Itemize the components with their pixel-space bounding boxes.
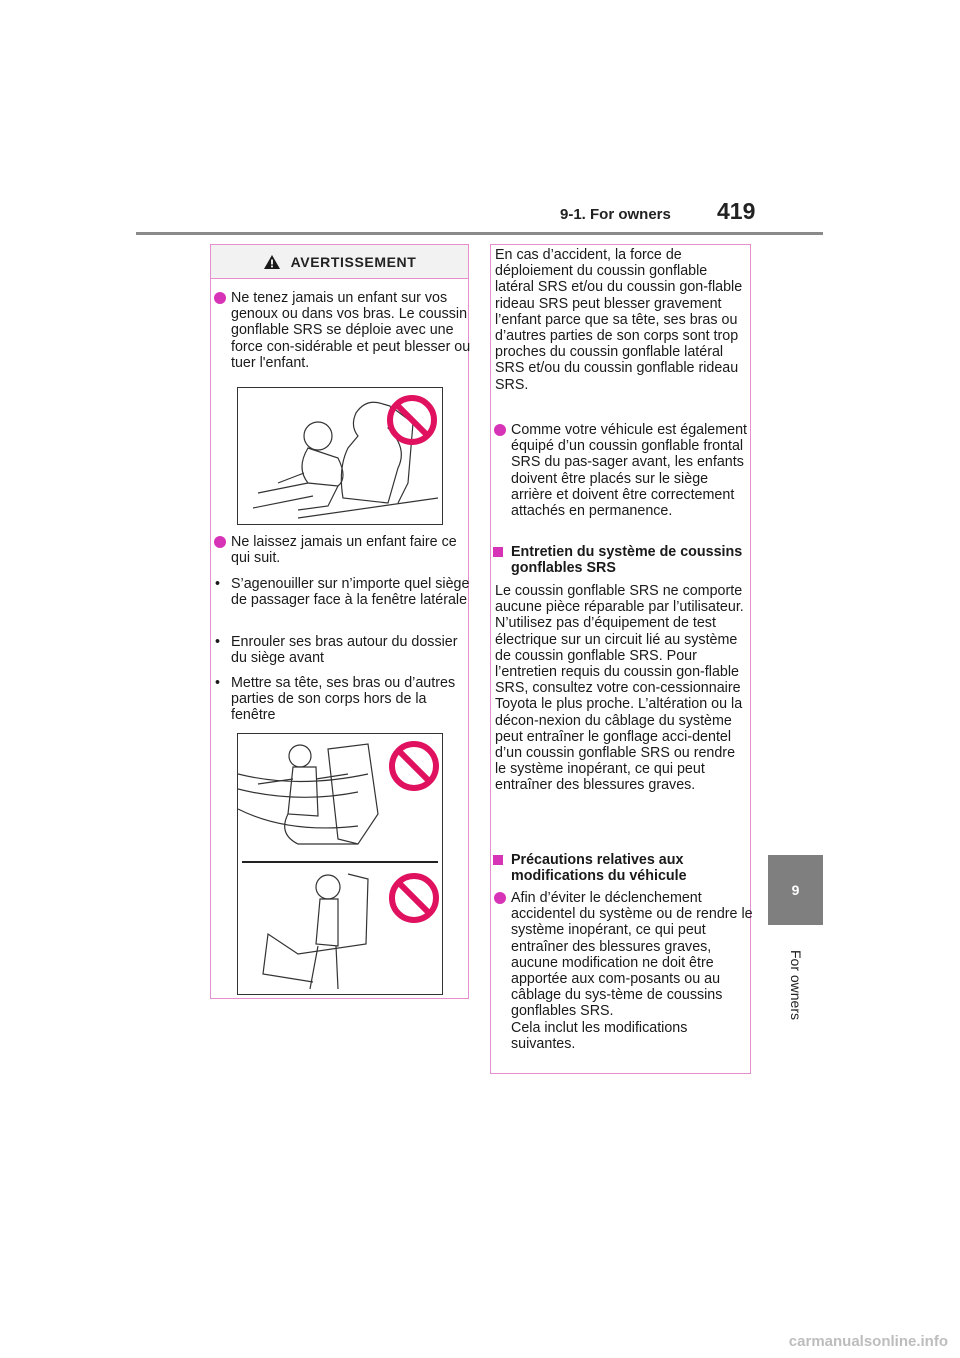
footer-watermark: carmanualsonline.info bbox=[788, 1333, 948, 1350]
header-divider bbox=[136, 232, 823, 235]
info-bullet-2-continuation: Cela inclut les modifications suivantes. bbox=[511, 1019, 688, 1052]
page-number: 419 bbox=[717, 198, 756, 224]
warning-header bbox=[211, 245, 468, 279]
chapter-label-wrap bbox=[766, 940, 826, 1030]
bullet-dot-icon bbox=[494, 892, 506, 904]
info-bullet-2-text: Afin d’éviter le déclenchement accidentel du système ou de rendre le système inopérant, ce qui peut entraîner des blessures graves, aucune modification ne doit être apportée aux com-posants ou au câblage du sys-tème de coussins gonflables SRS. bbox=[511, 890, 753, 1020]
info-heading-1 bbox=[491, 544, 751, 576]
bullet-dot-icon bbox=[214, 292, 226, 304]
warning-sub-item-3: • Mettre sa tête, ses bras ou d’autres parties de son corps hors de la fenêtre bbox=[215, 675, 456, 724]
sub-item-text: Enrouler ses bras autour du dossier du siège avant bbox=[231, 634, 458, 667]
info-bullet-2 bbox=[491, 890, 753, 1052]
chapter-tab: 9 bbox=[768, 855, 823, 925]
sub-item-text: Mettre sa tête, ses bras ou d’autres parties de son corps hors de la fenêtre bbox=[231, 675, 456, 724]
warning-sub-item-1: • S’agenouiller sur n’importe quel siège de passager face à la fenêtre latérale bbox=[215, 576, 470, 609]
warning-bullet-1 bbox=[211, 290, 471, 371]
warning-title: AVERTISSEMENT bbox=[290, 253, 417, 270]
info-box bbox=[490, 244, 751, 1074]
warning-bullet-2 bbox=[211, 534, 471, 566]
bullet-dot-icon bbox=[494, 424, 506, 436]
info-heading-2 bbox=[491, 852, 751, 884]
info-paragraph-1: En cas d’accident, la force de déploiement du coussin gonflable latéral SRS et/ou du coussin gon-flable rideau SRS peut blesser gravement l’enfant parce que sa tête, ses bras ou d’autres parties de son corps sont trop proches du coussin gonflable latéral SRS et/ou du coussin gonflable rideau SRS. bbox=[495, 247, 743, 393]
info-heading-1-text: Entretien du système de coussins gonflables SRS bbox=[511, 544, 743, 577]
warning-bullet-2-text: Ne laissez jamais un enfant faire ce qui suit. bbox=[231, 534, 457, 567]
prohibition-icon bbox=[388, 740, 440, 792]
warning-box bbox=[210, 244, 469, 999]
illustration-child-kneeling bbox=[237, 733, 443, 995]
prohibition-icon bbox=[388, 872, 440, 924]
illustration-child-on-lap bbox=[237, 387, 443, 525]
chapter-label: For owners bbox=[788, 949, 804, 1021]
warning-bullet-1-text: Ne tenez jamais un enfant sur vos genoux ou dans vos bras. Le coussin gonflable SRS se déploie avec une force con-sidérable et peut blesser ou tuer l'enfant. bbox=[231, 290, 471, 371]
square-bullet-icon bbox=[493, 547, 503, 557]
info-paragraph-2: Le coussin gonflable SRS ne comporte aucune pièce réparable par l’utilisateur. N’utilisez pas d’équipement de test électrique sur un circuit lié au système de coussin gonflable SRS. Pour l’entretien requis du coussin gon-flable SRS, consultez votre con-cessionnaire Toyota le plus proche. L’altération ou la décon-nexion du câblage du système peut entraîner le gonflage acci-dentel d’un coussin gonflable SRS ou rendre le système inopérant, ce qui peut entraîner des blessures graves. bbox=[495, 583, 744, 794]
bullet-dot-icon bbox=[214, 536, 226, 548]
info-bullet-1-text: Comme votre véhicule est également équipé d’un coussin gonflable frontal SRS du pas-sager avant, les enfants doivent être placés sur le siège arrière et doivent être correctement attachés en permanence. bbox=[511, 422, 748, 520]
info-bullet-1 bbox=[491, 422, 753, 519]
sub-item-text: S’agenouiller sur n’importe quel siège de passager face à la fenêtre latérale bbox=[231, 576, 470, 609]
info-heading-2-text: Précautions relatives aux modifications du véhicule bbox=[511, 852, 687, 885]
section-title: 9-1. For owners bbox=[560, 206, 671, 223]
prohibition-icon bbox=[386, 394, 438, 446]
warning-sub-item-2: • Enrouler ses bras autour du dossier du siège avant bbox=[215, 634, 458, 667]
warning-triangle-icon bbox=[263, 254, 281, 270]
square-bullet-icon bbox=[493, 855, 503, 865]
